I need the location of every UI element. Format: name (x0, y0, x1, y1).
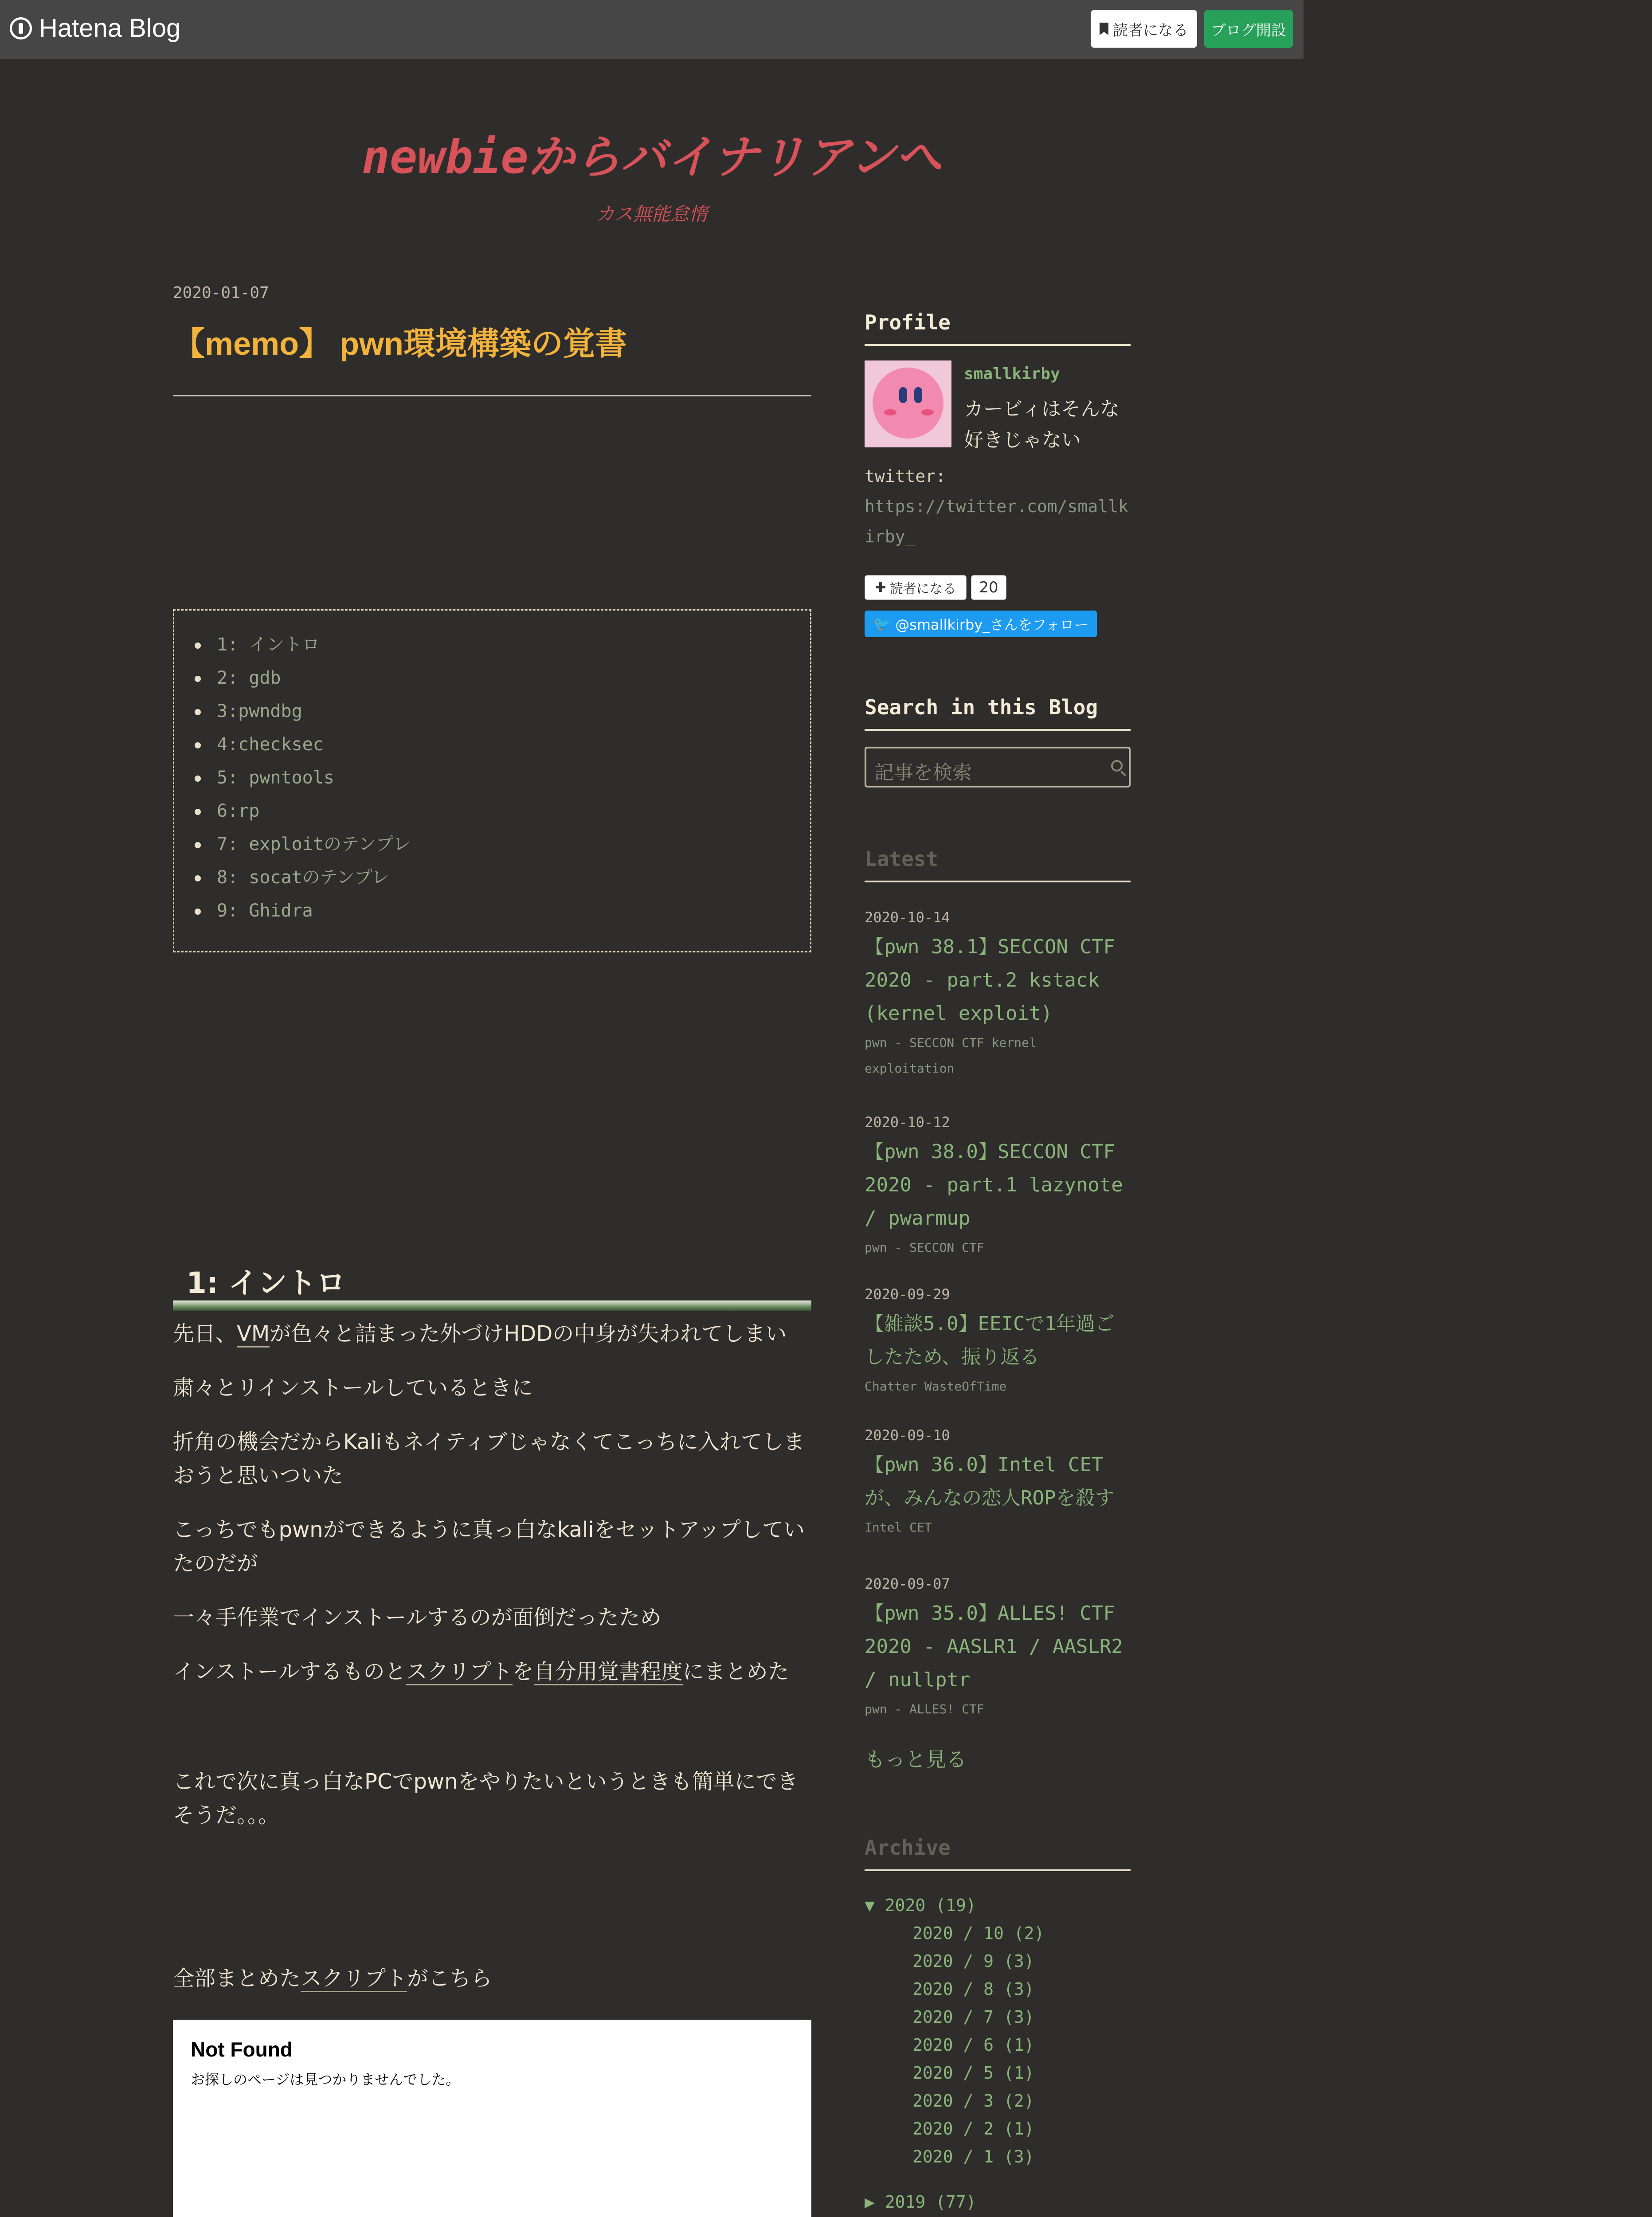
archive-month[interactable]: 2020 / 7 (3) (912, 2007, 1034, 2027)
twitter-follow-label: @smallkirby_さんをフォロー (895, 616, 1088, 633)
entry-link[interactable]: 【pwn 38.0】SECCON CTF 2020 - part.1 lazynote / pwarmup (865, 1140, 1123, 1230)
title-divider (173, 395, 811, 396)
profile-avatar[interactable] (865, 360, 951, 447)
script-link[interactable]: スクリプト (406, 1659, 513, 1685)
entry-categories[interactable]: pwn - SECCON CTF (865, 1240, 984, 1255)
bookmark-icon (1100, 23, 1108, 35)
avatar-cheek (921, 409, 934, 415)
twitter-url[interactable]: https://twitter.com/smallkirby_ (865, 497, 1128, 546)
section-heading-text: 1: イントロ (186, 1266, 346, 1300)
twitter-label: twitter: (865, 466, 946, 486)
archive-year-2020[interactable]: ▼ 2020 (19) (865, 1896, 976, 1915)
entry-date: 2020-10-14 (865, 909, 950, 926)
paragraph: 折角の機会だからKaliもネイティブじゃなくてこっちに入れてしまおうと思いついた (173, 1430, 805, 1488)
text: がこちら (407, 1966, 493, 1991)
archive-month[interactable]: 2020 / 8 (3) (912, 1979, 1034, 1999)
latest-entry (865, 1575, 1131, 1722)
archive-month[interactable]: 2020 / 1 (3) (912, 2147, 1034, 2166)
subscribe-label: 読者になる (889, 581, 956, 597)
entry-article (173, 284, 811, 2088)
toc-item[interactable]: 3:pwndbg (195, 695, 810, 728)
plus-icon: ✚ (875, 580, 886, 595)
latest-entry (865, 1286, 1131, 1399)
create-blog-button[interactable]: ブログ開設 (1204, 10, 1293, 48)
paragraph: 粛々とリインストールしているときに (173, 1375, 533, 1400)
paragraph: こっちでもpwnができるように真っ白なkaliをセットアップしていたのだが (173, 1517, 805, 1576)
entry-categories[interactable]: pwn - ALLES! CTF (865, 1702, 984, 1716)
text: にまとめた (682, 1659, 789, 1684)
search-input[interactable] (865, 747, 1131, 787)
archive-month[interactable]: 2020 / 2 (1) (912, 2119, 1034, 2139)
latest-entry (865, 909, 1131, 1081)
blog-description: カス無能怠惰 (595, 203, 708, 225)
profile-title: Profile (865, 310, 1131, 346)
memo-link[interactable]: 自分用覚書程度 (534, 1659, 683, 1685)
toc-item[interactable]: 4:checksec (195, 728, 810, 761)
sidebar-subscribe-button[interactable] (865, 575, 967, 600)
text: 先日、 (173, 1321, 237, 1346)
text: インストールするものと (173, 1659, 406, 1684)
kirby-image (873, 368, 943, 439)
text: を (512, 1659, 534, 1684)
avatar-cheek (884, 409, 896, 415)
toc-item[interactable]: 9: Ghidra (195, 894, 810, 928)
profile-twitter (865, 461, 1131, 552)
heading-underline (173, 1300, 811, 1311)
vm-link[interactable]: VM (237, 1321, 270, 1347)
archive-month[interactable]: 2020 / 6 (1) (912, 2035, 1034, 2055)
toc-item[interactable]: 1: イントロ (195, 628, 810, 662)
avatar-eye (914, 387, 922, 403)
latest-title: Latest (865, 847, 1131, 882)
search-icon[interactable] (1111, 760, 1123, 772)
profile-name[interactable]: smallkirby (964, 365, 1060, 383)
toc-item[interactable]: 6:rp (195, 795, 810, 828)
archive-month[interactable]: 2020 / 10 (2) (912, 1923, 1045, 1943)
archive-title: Archive (865, 1836, 1131, 1871)
toc-item[interactable]: 8: socatのテンプレ (195, 861, 810, 894)
entry-link[interactable]: 【雑談5.0】EEICで1年過ごしたため、振り返る (865, 1312, 1115, 1368)
latest-entry (865, 1427, 1131, 1540)
latest-entry (865, 1114, 1131, 1261)
text: 全部まとめた (173, 1966, 301, 1991)
embed-text: お探しのページは見つかりませんでした。 (191, 2072, 460, 2088)
entry-categories[interactable]: Chatter WasteOfTime (865, 1379, 1007, 1394)
paragraph: これで次に真っ白なPCでpwnをやりたいというときも簡単にできそうだ。。。 (173, 1769, 799, 1828)
archive-month[interactable]: 2020 / 5 (1) (912, 2063, 1034, 2083)
paragraph (173, 1655, 811, 1688)
search-title: Search in this Blog (865, 695, 1131, 731)
search-placeholder: 記事を検索 (874, 761, 972, 784)
hatena-logo-text: Hatena Blog (39, 14, 181, 43)
text: が色々と詰まった外づけHDDの中身が失われてしまい (270, 1321, 787, 1346)
hatena-logo[interactable] (10, 13, 180, 43)
entry-link[interactable]: 【pwn 38.1】SECCON CTF 2020 - part.2 kstack (kernel exploit) (865, 936, 1115, 1025)
entry-link[interactable]: 【pwn 36.0】Intel CETが、みんなの恋人ROPを殺す (865, 1453, 1115, 1509)
entry-date: 2020-10-12 (865, 1114, 950, 1131)
github-embed-card[interactable] (173, 2020, 811, 2217)
more-link[interactable]: もっと見る (865, 1747, 967, 1771)
table-of-contents (173, 609, 811, 952)
script-link[interactable]: スクリプト (301, 1966, 407, 1992)
embed-title: Not Found (191, 2038, 293, 2061)
toc-item[interactable]: 7: exploitのテンプレ (195, 828, 810, 861)
twitter-follow-button[interactable] (865, 611, 1097, 637)
archive-month[interactable]: 2020 / 3 (2) (912, 2091, 1034, 2111)
profile-description: カービィはそんな好きじゃない (964, 398, 1120, 451)
hatena-global-header (0, 0, 1304, 59)
paragraph: 一々手作業でインストールするのが面倒だったため (173, 1605, 662, 1630)
entry-date: 2020-09-10 (865, 1427, 950, 1444)
entry-categories[interactable]: pwn - SECCON CTF kernel exploitation (865, 1035, 1037, 1076)
entry-categories[interactable]: Intel CET (865, 1520, 932, 1535)
entry-date: 2020-09-07 (865, 1575, 950, 1592)
paragraph (173, 1962, 811, 1995)
subscribe-button[interactable] (1091, 10, 1197, 48)
archive-year-2019[interactable]: ▶ 2019 (77) (865, 2192, 976, 2212)
entry-date[interactable]: 2020-01-07 (173, 284, 269, 302)
toc-item[interactable]: 5: pwntools (195, 761, 810, 795)
blog-title[interactable]: newbieからバイナリアンへ (362, 130, 942, 184)
toc-item[interactable]: 2: gdb (195, 662, 810, 695)
entry-date: 2020-09-29 (865, 1286, 950, 1303)
entry-link[interactable]: 【pwn 35.0】ALLES! CTF 2020 - AASLR1 / AASLR2 / nullptr (865, 1602, 1123, 1691)
entry-title[interactable]: 【memo】 pwn環境構築の覚書 (173, 326, 627, 362)
subscriber-count: 20 (971, 575, 1006, 600)
avatar-eye (899, 387, 907, 403)
hatena-logo-icon (10, 17, 32, 39)
subscribe-button-label: 読者になる (1113, 22, 1188, 39)
paragraph (173, 1317, 811, 1351)
twitter-bird-icon: 🐦 (873, 615, 891, 632)
section-heading-intro (173, 1259, 811, 1301)
archive-month[interactable]: 2020 / 9 (3) (912, 1951, 1034, 1971)
